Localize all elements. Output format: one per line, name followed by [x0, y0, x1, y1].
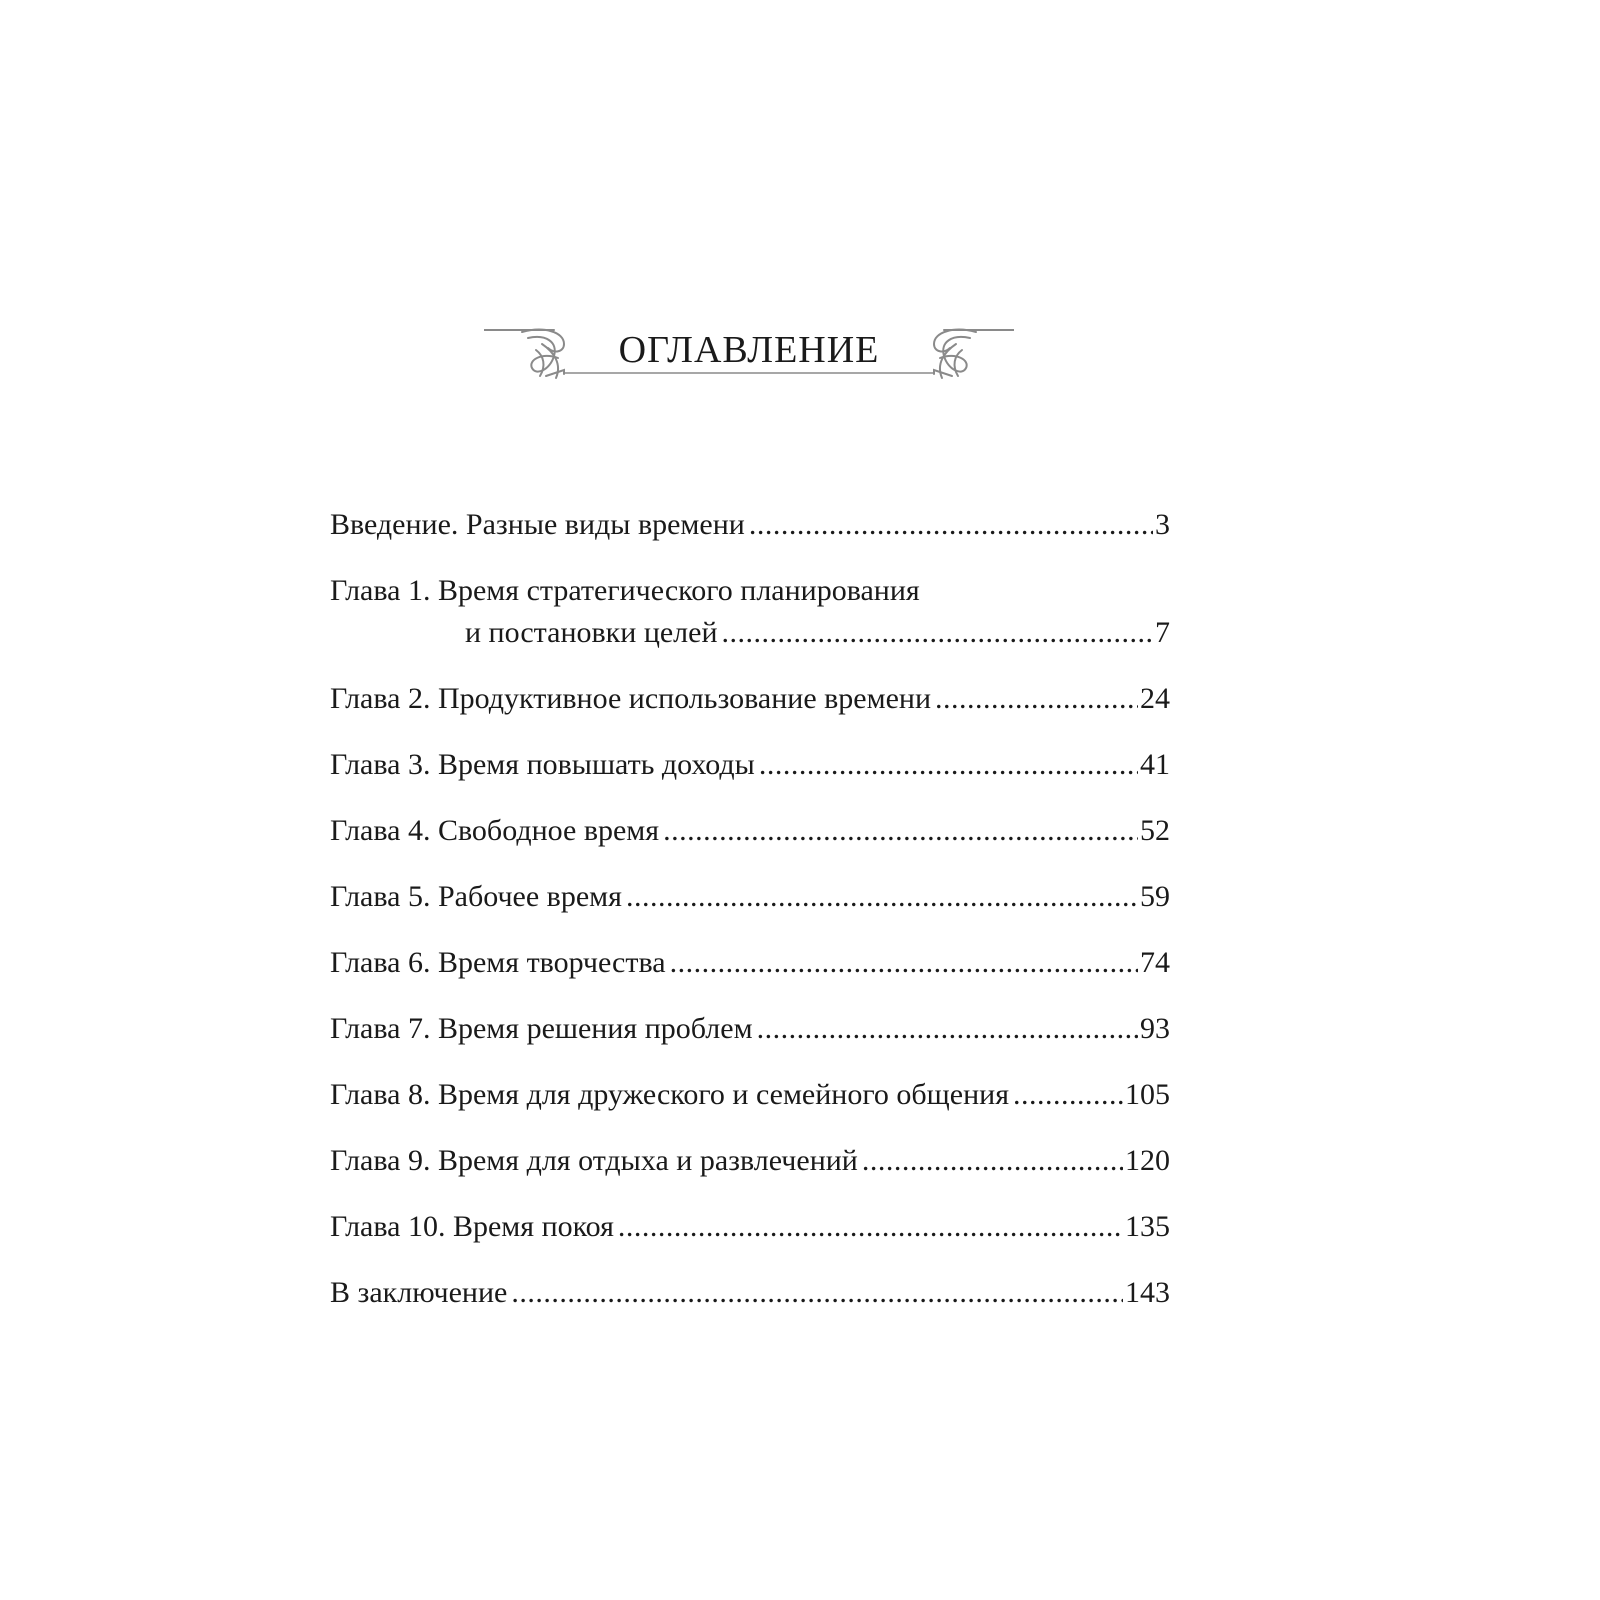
toc-entry-title: Глава 5. Рабочее время	[330, 880, 622, 913]
toc-page-number: 59	[1140, 880, 1170, 913]
toc-entry-chapter-9[interactable]	[330, 1140, 1170, 1182]
toc-entry-conclusion[interactable]	[330, 1272, 1170, 1314]
toc-entry-chapter-7[interactable]	[330, 1008, 1170, 1050]
toc-page-number: 143	[1125, 1276, 1170, 1309]
toc-page-number: 24	[1140, 682, 1170, 715]
toc-entry-title: Глава 6. Время творчества	[330, 946, 666, 979]
toc-page-number: 52	[1140, 814, 1170, 847]
toc-entry-title: В заключение	[330, 1276, 508, 1309]
toc-entry-chapter-8[interactable]	[330, 1074, 1170, 1116]
dot-leader	[670, 942, 1138, 984]
toc-entry-title: Глава 3. Время повышать доходы	[330, 748, 755, 781]
toc-page-number: 74	[1140, 946, 1170, 979]
toc-entry-introduction[interactable]	[330, 504, 1170, 546]
toc-entry-chapter-4[interactable]	[330, 810, 1170, 852]
toc-entry-title: Глава 1. Время стратегического планирования	[330, 574, 920, 607]
toc-entry-title: Глава 7. Время решения проблем	[330, 1012, 753, 1045]
toc-entry-chapter-10[interactable]	[330, 1206, 1170, 1248]
dot-leader	[722, 612, 1153, 654]
dot-leader	[757, 1008, 1138, 1050]
toc-entry-title: Глава 2. Продуктивное использование времени	[330, 682, 932, 715]
toc-page-number: 135	[1125, 1210, 1170, 1243]
page-title: ОГЛАВЛЕНИЕ	[618, 329, 880, 371]
toc-entry-chapter-3[interactable]	[330, 744, 1170, 786]
toc-page-number: 3	[1155, 508, 1170, 541]
toc-entry-chapter-5[interactable]	[330, 876, 1170, 918]
toc-heading	[484, 322, 1014, 392]
dot-leader	[1013, 1074, 1123, 1116]
dot-leader	[749, 504, 1153, 546]
toc-entry-title: Глава 8. Время для дружеского и семейного общения	[330, 1078, 1009, 1111]
toc-page-number: 93	[1140, 1012, 1170, 1045]
toc-entry-chapter-6[interactable]	[330, 942, 1170, 984]
toc-entry-title: Глава 10. Время покоя	[330, 1210, 614, 1243]
dot-leader	[626, 876, 1138, 918]
toc-entry-title: Глава 4. Свободное время	[330, 814, 660, 847]
toc-entry-chapter-1[interactable]	[330, 570, 1170, 654]
table-of-contents	[330, 504, 1170, 1338]
dot-leader	[511, 1272, 1123, 1314]
toc-entry-title: Глава 9. Время для отдыха и развлечений	[330, 1144, 858, 1177]
dot-leader	[862, 1140, 1123, 1182]
toc-page-number: 7	[1155, 616, 1170, 649]
toc-entry-title-continuation: и постановки целей	[465, 616, 718, 649]
dot-leader	[618, 1206, 1123, 1248]
toc-page-number: 41	[1140, 748, 1170, 781]
dot-leader	[759, 744, 1138, 786]
toc-entry-chapter-2[interactable]	[330, 678, 1170, 720]
toc-page-number: 105	[1125, 1078, 1170, 1111]
dot-leader	[935, 678, 1138, 720]
toc-page-number: 120	[1125, 1144, 1170, 1177]
toc-entry-title: Введение. Разные виды времени	[330, 508, 745, 541]
dot-leader	[663, 810, 1138, 852]
